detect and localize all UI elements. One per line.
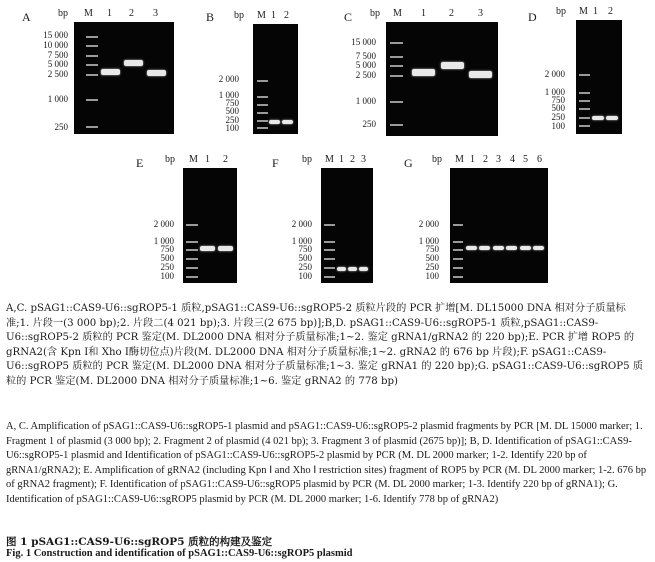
marker-label: 500	[225, 106, 239, 116]
dna-band	[200, 246, 215, 251]
marker-label: 500	[160, 253, 174, 263]
marker-band	[86, 74, 98, 76]
marker-label: 100	[425, 271, 439, 281]
dna-band	[282, 120, 293, 124]
marker-label: 1 000	[218, 90, 239, 100]
marker-band	[86, 55, 98, 57]
marker-label: 1 000	[544, 87, 565, 97]
marker-label: 250	[225, 115, 239, 125]
lane-label: 4	[510, 154, 515, 165]
gel-image	[386, 22, 498, 136]
lane-label: 2	[449, 8, 454, 19]
bp-unit-label: bp	[58, 8, 68, 19]
lane-label: 1	[205, 154, 210, 165]
marker-band	[186, 224, 198, 226]
dna-band	[359, 267, 368, 271]
marker-label: 250	[425, 262, 439, 272]
panel-letter: A	[22, 10, 31, 24]
marker-band	[186, 258, 198, 260]
marker-band	[390, 56, 403, 58]
marker-band	[324, 224, 335, 226]
marker-band	[324, 249, 335, 251]
marker-band	[324, 267, 335, 269]
marker-band	[579, 100, 590, 102]
marker-label: 250	[298, 262, 312, 272]
marker-band	[324, 241, 335, 243]
marker-label: 2 000	[153, 219, 174, 229]
marker-label: 750	[225, 98, 239, 108]
dna-band	[337, 267, 346, 271]
marker-band	[453, 224, 463, 226]
gel-image	[253, 24, 298, 134]
marker-label: 2 000	[418, 219, 439, 229]
dna-band	[506, 246, 517, 250]
marker-label: 5 000	[355, 60, 376, 70]
gel-image	[183, 168, 237, 283]
lane-label: 1	[593, 6, 598, 17]
marker-label: 250	[362, 119, 376, 129]
marker-label: 500	[298, 253, 312, 263]
marker-band	[257, 96, 268, 98]
panel-letter: C	[344, 10, 353, 24]
bp-unit-label: bp	[370, 8, 380, 19]
dna-band	[606, 116, 618, 120]
panel-letter: D	[528, 10, 537, 24]
marker-band	[186, 267, 198, 269]
lane-label: 3	[153, 8, 158, 19]
marker-label: 100	[225, 123, 239, 133]
marker-band	[453, 276, 463, 278]
dna-band	[493, 246, 504, 250]
lane-label: 3	[361, 154, 366, 165]
marker-label: 2 500	[47, 69, 68, 79]
marker-label: 100	[298, 271, 312, 281]
marker-label: 1 000	[355, 96, 376, 106]
lane-label: 1	[421, 8, 426, 19]
marker-label: 100	[160, 271, 174, 281]
lane-label: 1	[339, 154, 344, 165]
marker-label: 2 000	[544, 69, 565, 79]
lane-label: M	[455, 154, 464, 165]
marker-band	[579, 108, 590, 110]
bp-unit-label: bp	[165, 154, 175, 165]
marker-label: 15 000	[351, 37, 376, 47]
marker-band	[86, 99, 98, 101]
lane-label: 1	[470, 154, 475, 165]
marker-label: 2 000	[218, 74, 239, 84]
marker-label: 500	[551, 103, 565, 113]
lane-label: 3	[478, 8, 483, 19]
marker-label: 100	[551, 121, 565, 131]
marker-label: 2 000	[291, 219, 312, 229]
gel-image	[450, 168, 548, 283]
marker-label: 7 500	[355, 51, 376, 61]
marker-band	[257, 127, 268, 129]
gel-image	[321, 168, 373, 283]
marker-band	[186, 276, 198, 278]
lane-label: M	[189, 154, 198, 165]
marker-band	[257, 112, 268, 114]
dna-band	[124, 60, 143, 66]
marker-band	[390, 124, 403, 126]
marker-band	[324, 258, 335, 260]
marker-band	[86, 64, 98, 66]
marker-band	[453, 258, 463, 260]
dna-band	[412, 69, 435, 76]
marker-band	[453, 241, 463, 243]
marker-label: 1 000	[153, 236, 174, 246]
marker-band	[390, 65, 403, 67]
marker-label: 1 000	[418, 236, 439, 246]
marker-band	[390, 101, 403, 103]
marker-band	[324, 276, 335, 278]
lane-label: 2	[483, 154, 488, 165]
marker-band	[453, 249, 463, 251]
marker-label: 250	[54, 122, 68, 132]
lane-label: 2	[129, 8, 134, 19]
figure-title-english: Fig. 1 Construction and identification of pSAG1::CAS9-U6::sgROP5 plasmid	[6, 548, 353, 559]
dna-band	[348, 267, 357, 271]
marker-band	[257, 80, 268, 82]
lane-label: M	[393, 8, 402, 19]
marker-label: 250	[160, 262, 174, 272]
marker-band	[186, 241, 198, 243]
bp-unit-label: bp	[556, 6, 566, 17]
marker-label: 7 500	[47, 50, 68, 60]
marker-band	[86, 126, 98, 128]
marker-label: 1 000	[47, 94, 68, 104]
marker-label: 250	[551, 112, 565, 122]
panel-letter: B	[206, 10, 215, 24]
marker-label: 15 000	[43, 30, 68, 40]
panel-letter: G	[404, 156, 413, 170]
lane-label: M	[257, 10, 266, 21]
lane-label: 2	[223, 154, 228, 165]
lane-label: 1	[271, 10, 276, 21]
dna-band	[101, 69, 120, 75]
marker-band	[257, 120, 268, 122]
caption-english: A, C. Amplification of pSAG1::CAS9-U6::sgROP5-1 plasmid and pSAG1::CAS9-U6::sgROP5-2 plasmid fragments by PCR [M. DL 15000 marker; 1. Fragment 1 of plasmid (3 000 bp); 2. Fragment 2 of plasmid (4 021 bp); 3. Fragment 3 of plasmid (2675 bp)]; B, D. Identification of pSAG1::CAS9-U6::sgROP5-1 plasmid and Identification of pSAG1::CAS9-U6::sgROP5-2 plasmid by PCR (M. DL 2000 marker; 1-2. Identify 220 bp of gRNA1/gRNA2); E. Amplification of gRNA2 (including Kpn Ⅰ and Xho Ⅰ restriction sites) fragment of ROP5 by PCR (M. DL 2000 marker; 1-2. 676 bp of gRNA2 fragment); F. Identification of pSAG1::CAS9-U6::sgROP5 plasmid by PCR (M. DL 2000 marker; 1-3. Identify 220 bp of gRNA1); G. Identification of pSAG1::CAS9-U6::sgROP5 plasmid by PCR (M. DL 2000 marker; 1-6. Identify 778 bp of gRNA2)	[6, 421, 647, 505]
dna-band	[592, 116, 604, 120]
marker-band	[579, 74, 590, 76]
panel-letter: E	[136, 156, 144, 170]
marker-band	[390, 42, 403, 44]
panel-letter: F	[272, 156, 279, 170]
dna-band	[469, 71, 492, 78]
lane-label: M	[325, 154, 334, 165]
marker-band	[579, 125, 590, 127]
lane-label: 5	[523, 154, 528, 165]
marker-band	[579, 92, 590, 94]
lane-label: M	[579, 6, 588, 17]
marker-label: 500	[425, 253, 439, 263]
marker-label: 10 000	[43, 40, 68, 50]
dna-band	[147, 70, 166, 76]
lane-label: 2	[284, 10, 289, 21]
gel-image	[576, 20, 622, 134]
dna-band	[520, 246, 531, 250]
marker-label: 750	[425, 244, 439, 254]
dna-band	[441, 62, 464, 69]
marker-band	[390, 75, 403, 77]
marker-band	[257, 104, 268, 106]
bp-unit-label: bp	[234, 10, 244, 21]
figure-title-chinese: 图 1 pSAG1::CAS9-U6::sgROP5 质粒的构建及鉴定	[6, 536, 273, 548]
dna-band	[466, 246, 477, 250]
lane-label: 2	[350, 154, 355, 165]
bp-unit-label: bp	[302, 154, 312, 165]
bp-unit-label: bp	[432, 154, 442, 165]
marker-label: 750	[298, 244, 312, 254]
dna-band	[218, 246, 233, 251]
lane-label: 3	[496, 154, 501, 165]
lane-label: 2	[608, 6, 613, 17]
marker-label: 5 000	[47, 59, 68, 69]
marker-label: 750	[160, 244, 174, 254]
lane-label: 1	[107, 8, 112, 19]
dna-band	[479, 246, 490, 250]
marker-label: 2 500	[355, 70, 376, 80]
dna-band	[533, 246, 544, 250]
lane-label: M	[84, 8, 93, 19]
lane-label: 6	[537, 154, 542, 165]
marker-band	[453, 267, 463, 269]
marker-label: 750	[551, 95, 565, 105]
marker-band	[86, 45, 98, 47]
marker-band	[186, 249, 198, 251]
caption-chinese: A,C. pSAG1::CAS9-U6::sgROP5-1 质粒,pSAG1::CAS9-U6::sgROP5-2 质粒片段的 PCR 扩增[M. DL15000 DNA 相对分子质量标准;1. 片段一(3 000 bp);2. 片段二(4 021 bp);3. 片段三(2 675 bp)];B,D. pSAG1::CAS9-U6::sgROP5-1 质粒,pSAG1::CAS9-U6::sgROP5-2 质粒的 PCR 鉴定(M. DL2000 DNA 相对分子质量标准;1~2. 鉴定 gRNA1/gRNA2 的 220 bp);E. PCR 扩增 ROP5 的 gRNA2(含 Kpn Ⅰ和 Xho Ⅰ酶切位点)片段(M. DL2000 DNA 相对分子质量标准;1~2. gRNA2 的 676 bp 片段);F. pSAG1::CAS9-U6::sgROP5 质粒的 PCR 鉴定(M. DL2000 DNA 相对分子质量标准;1~3. 鉴定 gRNA1 的 220 bp);G. pSAG1::CAS9-U6::sgROP5 质粒的 PCR 鉴定(M. DL2000 DNA 相对分子质量标准;1~6. 鉴定 gRNA2 的 778 bp)	[6, 303, 644, 387]
marker-band	[579, 117, 590, 119]
marker-label: 1 000	[291, 236, 312, 246]
marker-band	[86, 36, 98, 38]
dna-band	[269, 120, 280, 124]
gel-image	[74, 22, 174, 134]
